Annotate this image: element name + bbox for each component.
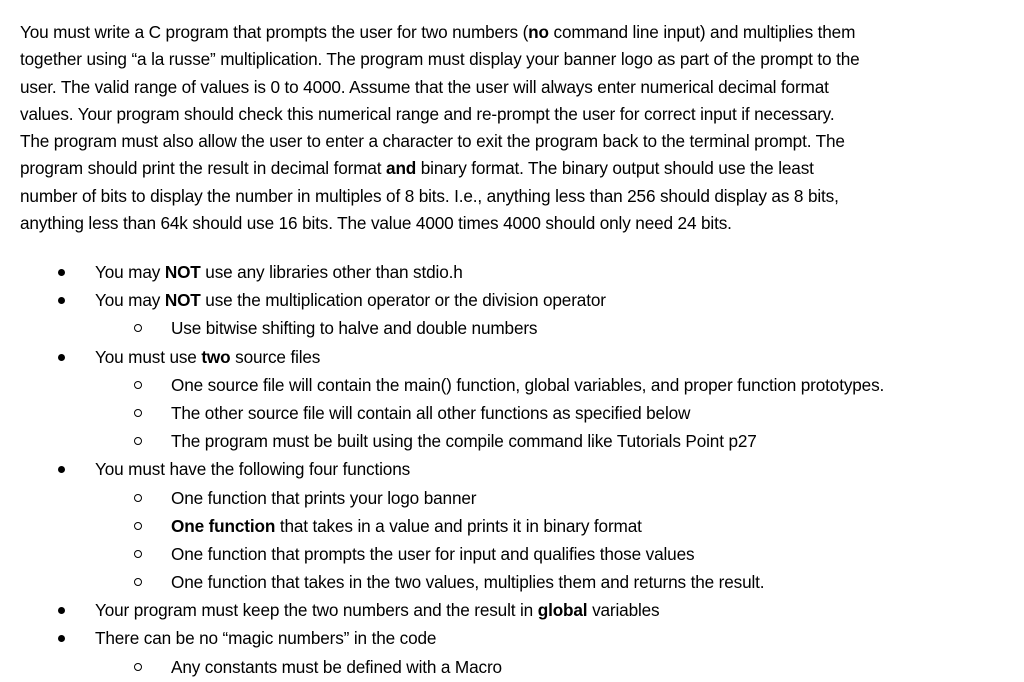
hollow-bullet-icon <box>134 494 142 502</box>
sub-list-item: One function that prompts the user for input and qualifies those values <box>0 540 1024 568</box>
filled-bullet-icon <box>58 297 65 304</box>
paragraph-line: together using “a la russe” multiplication. The program must display your banner logo as part of the prompt to the <box>20 49 860 70</box>
list-item: There can be no “magic numbers” in the code <box>0 624 1024 652</box>
intro-paragraph <box>20 19 1020 237</box>
sub-list-item: One function that takes in the two values, multiplies them and returns the result. <box>0 568 1024 596</box>
sub-list-item: The program must be built using the compile command like Tutorials Point p27 <box>0 427 1024 455</box>
list-item: You must have the following four functions <box>0 455 1024 483</box>
sub-list-item: The other source file will contain all other functions as specified below <box>0 399 1024 427</box>
list-item: You may NOT use any libraries other than stdio.h <box>0 258 1024 286</box>
hollow-bullet-icon <box>134 663 142 671</box>
sub-list-item: One source file will contain the main() function, global variables, and proper function prototypes. <box>0 371 1024 399</box>
paragraph-line: values. Your program should check this numerical range and re-prompt the user for correct input if necessary. <box>20 103 835 124</box>
sub-list-item: One function that takes in a value and prints it in binary format <box>0 512 1024 540</box>
paragraph-line: program should print the result in decimal format and binary format. The binary output should use the least <box>20 158 814 179</box>
sub-list-item: Any constants must be defined with a Macro <box>0 653 1024 681</box>
paragraph-line: number of bits to display the number in multiples of 8 bits. I.e., anything less than 256 should display as 8 bits, <box>20 185 839 206</box>
hollow-bullet-icon <box>134 381 142 389</box>
sub-list-item: One function that prints your logo banner <box>0 484 1024 512</box>
paragraph-line: You must write a C program that prompts the user for two numbers (no command line input) and multiplies them <box>20 22 856 42</box>
filled-bullet-icon <box>58 269 65 276</box>
paragraph-line: The program must also allow the user to enter a character to exit the program back to the terminal prompt. The <box>20 131 845 152</box>
hollow-bullet-icon <box>134 550 142 558</box>
hollow-bullet-icon <box>134 578 142 586</box>
paragraph-line: anything less than 64k should use 16 bits. The value 4000 times 4000 should only need 24 bits. <box>20 213 732 234</box>
sub-list-item: Use bitwise shifting to halve and double numbers <box>0 314 1024 342</box>
hollow-bullet-icon <box>134 409 142 417</box>
requirements-list <box>0 258 1024 681</box>
list-item: You may NOT use the multiplication operator or the division operator <box>0 286 1024 314</box>
hollow-bullet-icon <box>134 522 142 530</box>
filled-bullet-icon <box>58 466 65 473</box>
filled-bullet-icon <box>58 607 65 614</box>
list-item: Your program must keep the two numbers and the result in global variables <box>0 596 1024 624</box>
hollow-bullet-icon <box>134 324 142 332</box>
hollow-bullet-icon <box>134 437 142 445</box>
filled-bullet-icon <box>58 354 65 361</box>
list-item: You must use two source files <box>0 343 1024 371</box>
filled-bullet-icon <box>58 635 65 642</box>
paragraph-line: user. The valid range of values is 0 to 4000. Assume that the user will always enter numerical decimal format <box>20 76 829 97</box>
